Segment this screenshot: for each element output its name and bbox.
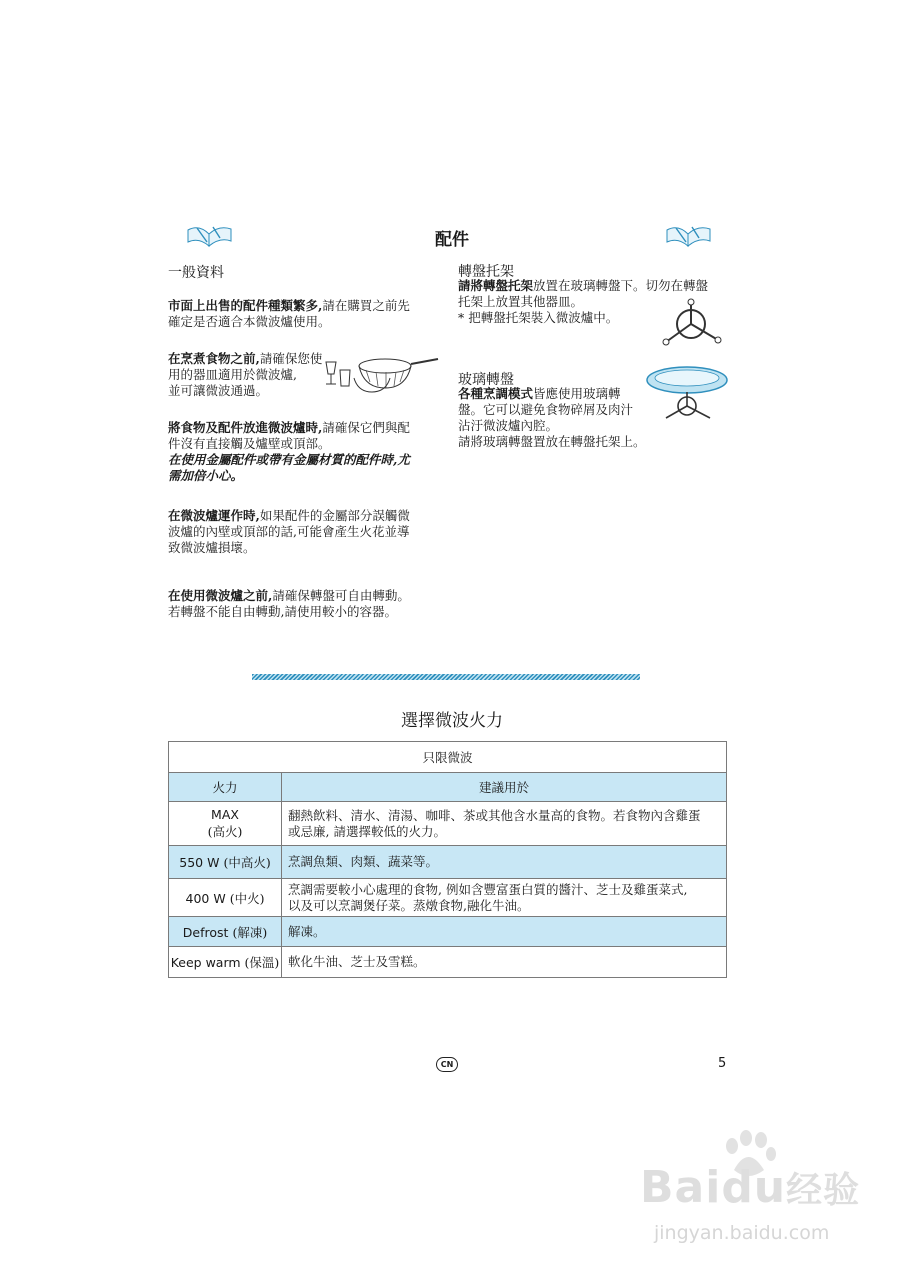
paragraph-turntable-support: 請將轉盤托架放置在玻璃轉盤下。切勿在轉盤 托架上放置其他器皿。 * 把轉盤托架裝入微波爐中。 xyxy=(458,278,709,325)
power-section-title: 選擇微波火力 xyxy=(401,711,503,731)
turntable-support-heading: 轉盤托架 xyxy=(458,264,514,280)
power-cell: Keep warm (保溫) xyxy=(169,947,282,978)
use-cell: 軟化牛油、芝士及雪糕。 xyxy=(282,947,727,978)
paragraph-before-use: 在使用微波爐之前,請確保轉盤可自由轉動。 若轉盤不能自由轉動,請使用較小的容器。 xyxy=(168,588,410,619)
use-cell: 烹調需要較小心處理的食物, 例如含豐富蛋白質的醬汁、芝士及雞蛋菜式, 以及可以烹調煲仔菜。蒸燉食物,融化牛油。 xyxy=(282,879,727,917)
column-header-use: 建議用於 xyxy=(282,773,727,802)
power-cell: Defrost (解凍) xyxy=(169,917,282,947)
glass-turntable-illustration xyxy=(644,364,730,424)
turntable-support-illustration xyxy=(656,298,726,350)
paragraph-placing-food: 將食物及配件放進微波爐時,請確保它們與配 件沒有直接觸及爐壁或頂部。 在使用金屬配件或帶有金屬材質的配件時,尤 需加倍小心。 xyxy=(168,420,410,483)
watermark-brand-a: Bai xyxy=(640,1162,722,1213)
table-row xyxy=(169,879,727,917)
watermark-brand-cn: 经验 xyxy=(786,1170,861,1211)
power-cell: MAX (高火) xyxy=(169,802,282,846)
column-header-power: 火力 xyxy=(169,773,282,802)
paragraph-before-cooking: 在烹煮食物之前,請確保您使 用的器皿適用於微波爐, 並可讓微波通過。 xyxy=(168,351,323,398)
general-info-heading: 一般資料 xyxy=(168,265,224,281)
country-badge: CN xyxy=(436,1057,458,1072)
baidu-watermark xyxy=(640,1130,890,1260)
power-table xyxy=(168,741,727,978)
table-row xyxy=(169,802,727,846)
watermark-brand-b: du xyxy=(721,1162,787,1213)
paragraph-during-operation: 在微波爐運作時,如果配件的金屬部分誤觸微 波爐的內壁或頂部的話,可能會產生火花並導 致微波爐損壞。 xyxy=(168,508,410,555)
table-caption: 只限微波 xyxy=(169,742,727,773)
use-cell: 解凍。 xyxy=(282,917,727,947)
table-row xyxy=(169,947,727,978)
table-row xyxy=(169,846,727,879)
power-cell: 400 W (中火) xyxy=(169,879,282,917)
power-cell: 550 W (中高火) xyxy=(169,846,282,879)
paragraph-accessories-variety: 市面上出售的配件種類繁多,請在購買之前先 確定是否適合本微波爐使用。 xyxy=(168,298,410,329)
table-row xyxy=(169,917,727,947)
page-title: 配件 xyxy=(435,230,469,250)
use-cell: 烹調魚類、肉類、蔬菜等。 xyxy=(282,846,727,879)
cookware-illustration xyxy=(320,348,440,394)
watermark-url: jingyan.baidu.com xyxy=(654,1222,830,1244)
glass-turntable-heading: 玻璃轉盤 xyxy=(458,372,514,388)
paragraph-glass-turntable: 各種烹調模式皆應使用玻璃轉 盤。它可以避免食物碎屑及肉汁 沾汙微波爐內腔。 請將玻璃轉盤置放在轉盤托架上。 xyxy=(458,386,646,449)
page-number: 5 xyxy=(718,1056,727,1071)
section-divider xyxy=(252,674,640,680)
use-cell: 翻熱飲料、清水、清湯、咖啡、茶或其他含水量高的食物。若食物內含雞蛋 或忌廉, 請選擇較低的火力。 xyxy=(282,802,727,846)
